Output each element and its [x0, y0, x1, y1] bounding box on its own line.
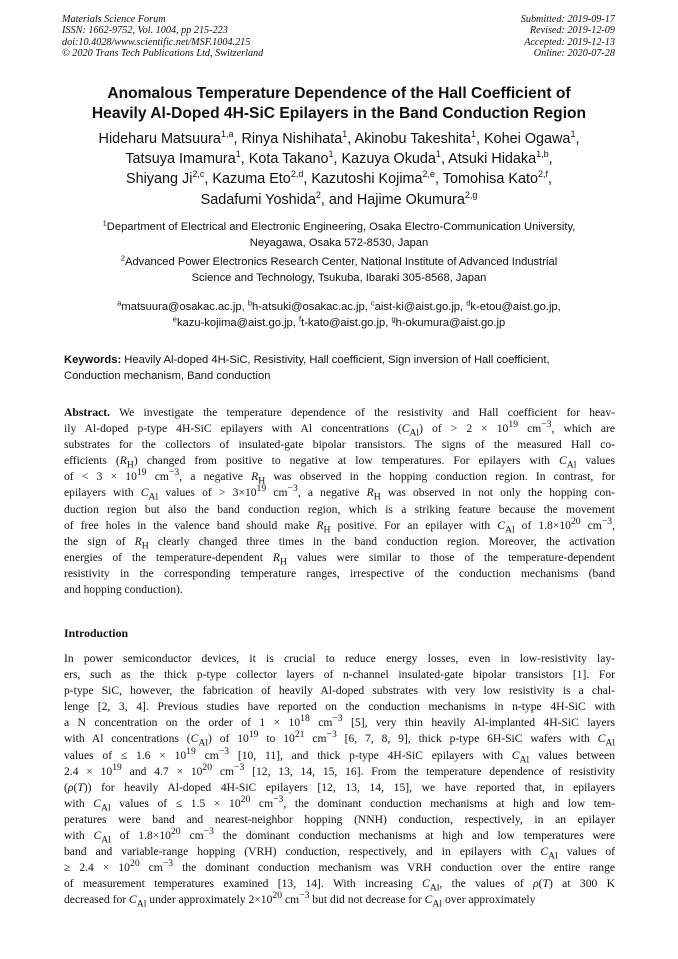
text-segment: ( — [538, 877, 543, 891]
text-segment: and hopping conduction). — [64, 583, 183, 597]
author-line: Shiyang Ji$^{2,c}$, Kazuma Eto$^{2,d}$, Kazutoshi Kojima$^{2,e}$, Tomohisa Kato$^{2,f}$, — [126, 169, 552, 188]
text-segment: Al — [101, 834, 111, 846]
text-segment: , the dominant conduction mechanisms at high and low tem- — [283, 796, 616, 810]
text-segment: , which are — [551, 422, 615, 436]
text-segment: C — [511, 748, 520, 762]
author-name: Kohei Ogawa — [484, 131, 571, 147]
text-segment: energies of the temperature-dependent — [64, 550, 273, 564]
text-line — [64, 876, 615, 892]
author-name: Hideharu Matsuura — [98, 131, 221, 147]
email-address: matsuura@osakac.ac.jp, — [121, 301, 248, 313]
text-segment: H — [323, 523, 331, 535]
text-segment: duction region but also the band conduction region, which is a striking feature because the movement — [64, 502, 615, 516]
affiliation-marker: 1 — [102, 218, 107, 228]
text-segment: ) of > 2 × 10 — [419, 422, 509, 436]
text-segment: with — [64, 829, 94, 843]
text-segment: [10, 11], and thick p-type 4H-SiC epilayers with — [229, 748, 512, 762]
text-line — [64, 566, 615, 582]
text-segment: C — [190, 732, 199, 746]
text-segment: , a negative — [297, 486, 367, 500]
email-address: aist-ki@aist.go.jp, — [374, 301, 467, 313]
text-segment: cm — [195, 748, 219, 762]
author-name: Sadafumi Yoshida — [200, 191, 316, 208]
text-segment: resistivity in the corresponding temperature ranges, irrespective of the conduction mechanisms (band — [64, 566, 615, 580]
text-segment: epilayers with — [64, 486, 141, 500]
text-segment: 20 — [240, 793, 251, 805]
text-line — [64, 651, 615, 667]
email-address: t-kato@aist.go.jp, — [301, 317, 392, 330]
text-segment: C — [140, 486, 149, 500]
text-segment: C — [421, 877, 430, 891]
email-line — [40, 299, 638, 315]
text-segment: ) at 300 K — [548, 877, 615, 891]
text-segment: Al — [409, 427, 420, 439]
author-name: Rinya Nishihata — [241, 131, 343, 147]
text-line — [64, 780, 615, 796]
text-segment: R — [119, 454, 127, 468]
text-segment: [5], very thin heavily Al-implanted 4H-SiC layers — [342, 716, 615, 730]
email-marker: a — [117, 298, 122, 308]
text-segment: values of ≤ 1.5 × 10 — [110, 796, 241, 810]
text-segment: was observed in the hopping conduction region. In contrast, for — [265, 470, 615, 484]
text-segment: 19 — [136, 467, 147, 479]
text-segment: 20 — [170, 826, 181, 838]
text-segment: values between — [529, 748, 615, 762]
text-segment: cm — [304, 732, 327, 746]
text-segment: −3 — [326, 729, 337, 741]
text-segment: C — [558, 454, 567, 468]
text-segment: ρ — [67, 780, 74, 794]
email-address: h-atsuki@osakac.ac.jp, — [251, 301, 371, 313]
text-segment: Al — [136, 898, 147, 910]
text-segment: of < 3 × 10 — [64, 470, 137, 484]
submitted-date: Submitted: 2019-09-17 — [520, 14, 615, 25]
abstract — [64, 405, 615, 598]
text-segment: , — [612, 518, 615, 532]
text-segment: the dominant conduction mechanisms at high and low temperatures were — [213, 829, 615, 843]
text-segment: under approximately 2×10 — [146, 893, 273, 907]
text-segment: −3 — [218, 745, 230, 757]
text-segment: peratures were band and nearest-neighbor hopping (NNH) conduction, respectively, in an epilayer — [64, 812, 615, 826]
text-line — [64, 793, 616, 814]
text-segment: [6, 7, 8, 9], thick p-type 6H-SiC wafers with — [336, 732, 598, 746]
text-segment: R — [366, 486, 374, 500]
text-segment: was observed in not only the hopping con- — [380, 486, 616, 500]
title-line: Heavily Al-Doped 4H-SiC Epilayers in the Band Conduction Region — [91, 105, 587, 122]
affiliation-line: Science and Technology, Tsukuba, Ibaraki 305-8568, Japan — [191, 272, 487, 285]
text-segment: ers, such as the thick p-type collector layers of n-channel insulated-gate bipolar transistors [1]. For — [64, 668, 615, 682]
text-segment: 19 — [248, 729, 259, 741]
text-segment: and 4.7 × 10 — [121, 764, 203, 778]
text-segment: H — [373, 491, 381, 503]
affiliation-marker: 2 — [120, 253, 125, 263]
text-segment: Al — [198, 737, 208, 749]
text-segment: −3 — [332, 713, 343, 725]
text-segment: ( — [73, 780, 78, 794]
author-affiliation-marker: 1 — [328, 149, 334, 160]
text-segment: C — [497, 518, 505, 532]
text-segment: of free holes in the valence band should make — [64, 518, 317, 532]
keywords-text: Heavily Al-doped 4H-SiC, Resistivity, Hall coefficient, Sign inversion of Hall coefficient, — [121, 354, 550, 366]
affiliation-2 — [40, 254, 638, 286]
text-line — [64, 534, 615, 550]
text-segment: 2.4 × 10 — [64, 764, 113, 778]
text-segment: C — [93, 796, 101, 810]
text-segment: ≥ 2.4 × 10 — [64, 861, 130, 875]
author-name: Tatsuya Imamura — [125, 151, 236, 168]
text-segment: C — [540, 845, 549, 859]
doi-line: doi:10.4028/www.scientific.net/MSF.1004.215 — [62, 36, 251, 48]
text-line — [64, 860, 615, 876]
text-line — [64, 844, 615, 860]
text-line — [64, 892, 615, 908]
text-segment: 19 — [186, 745, 196, 757]
text-line — [64, 683, 615, 699]
text-segment: 20 — [570, 515, 581, 527]
text-segment: ( — [64, 780, 68, 794]
text-segment: substrates for the collectors of insulated-gate bipolar transistors. The signs of the measured Hall co- — [64, 438, 615, 452]
author-affiliation-marker: 1,b — [536, 149, 549, 160]
text-segment: but did not decrease for — [309, 893, 425, 907]
text-segment: cm — [580, 518, 602, 532]
text-segment: cm — [250, 796, 274, 810]
submission-dates — [521, 14, 615, 60]
email-address: k-etou@aist.go.jp, — [470, 301, 561, 313]
text-segment: Al — [566, 459, 577, 471]
text-segment: We investigate the temperature dependence of the resistivity and Hall coefficient for heav- — [110, 406, 615, 419]
author-name: Kota Takano — [248, 151, 329, 168]
text-line — [64, 453, 615, 469]
author-line: Tatsuya Imamura$^1$, Kota Takano$^1$, Kazuya Okuda$^1$, Atsuki Hidaka$^{1,b}$, — [125, 149, 553, 168]
text-segment: 20 — [129, 858, 140, 870]
copyright-line: © 2020 Trans Tech Publications Ltd, Switzerland — [62, 48, 264, 60]
text-segment: of 1.8×10 — [514, 518, 571, 532]
text-segment: of 1.8×10 — [110, 829, 171, 843]
text-segment: clearly changed three times in the band conduction region. Moreover, the activation — [148, 534, 615, 548]
text-segment: values of ≤ 1.6 × 10 — [64, 748, 187, 762]
author-name: Kazutoshi Kojima — [311, 171, 423, 188]
email-marker: b — [247, 298, 252, 308]
email-address: h-okumura@aist.go.jp — [395, 317, 506, 330]
keywords-label: Keywords: — [64, 354, 122, 366]
email-list — [40, 299, 638, 331]
affiliation-line: Advanced Power Electronics Research Center, National Institute of Advanced Industrial — [124, 256, 558, 268]
author-name: Tomohisa Kato — [442, 171, 538, 188]
author-affiliation-marker: 2,c — [192, 169, 205, 180]
accepted-date: Accepted: 2019-12-13 — [524, 36, 615, 48]
text-segment: 19 — [508, 419, 519, 431]
author-affiliation-marker: 1 — [435, 149, 441, 160]
text-segment: ρ — [533, 877, 539, 891]
author-affiliation-marker: 1 — [342, 129, 348, 140]
text-segment: H — [258, 475, 266, 487]
text-segment: C — [93, 829, 102, 843]
author-name: Kazuya Okuda — [341, 151, 436, 168]
text-segment: efficients ( — [64, 454, 120, 468]
email-marker: g — [391, 314, 396, 324]
text-segment: band and variable-range hopping (VRH) conduction, respectively, and in epilayers with — [64, 845, 541, 859]
text-segment: cm — [146, 470, 169, 484]
author-name: Atsuki Hidaka — [448, 151, 537, 168]
text-segment: C — [401, 422, 410, 436]
text-line — [64, 405, 615, 421]
journal-info — [62, 14, 263, 60]
text-segment: the sign of — [64, 534, 135, 548]
section-heading-introduction: Introduction — [64, 626, 129, 640]
author-affiliation-marker: 2,g — [464, 189, 478, 200]
text-segment: 20 — [202, 761, 213, 773]
text-segment: cm — [309, 716, 333, 730]
text-segment: −3 — [234, 761, 245, 773]
text-segment: cm — [518, 422, 542, 436]
text-segment: H — [279, 556, 287, 568]
text-segment: Al — [519, 753, 530, 765]
text-segment: R — [251, 470, 259, 484]
text-segment: values of — [557, 845, 615, 859]
text-segment: −3 — [203, 826, 214, 838]
text-segment: In power semiconductor devices, it is crucial to reduce energy losses, even in low-resistivity lay- — [64, 652, 615, 665]
text-segment: values — [576, 454, 615, 468]
abstract-label: Abstract. — [64, 406, 111, 419]
text-line — [64, 502, 615, 518]
affiliation-line: Department of Electrical and Electronic Engineering, Osaka Electro-Communication University, — [106, 221, 576, 233]
author-name: and Hajime Okumura — [328, 191, 465, 208]
text-segment: −3 — [299, 890, 310, 902]
text-segment: lenge [2, 3, 4]. Previous studies have reported on the conduction mechanisms in n-type 4H-SiC with — [64, 700, 615, 714]
text-segment: −3 — [162, 858, 174, 870]
text-segment: Al — [429, 882, 440, 894]
email-marker: e — [172, 314, 177, 324]
text-segment: [12, 13, 14, 15, 16]. From the temperature dependence of resistivity — [244, 764, 615, 778]
text-segment: p-type SiC, however, the fabrication of heavily Al-doped substrates with very low resistivity is a chal- — [64, 684, 615, 698]
text-segment: Al — [432, 898, 443, 910]
text-segment: the dominant conduction mechanism was VRH conduction over the entire range — [173, 861, 616, 875]
text-segment: T — [77, 780, 84, 794]
author-affiliation-marker: 1 — [471, 129, 477, 140]
text-segment: ) of 10 — [208, 732, 249, 746]
text-segment: values were similar to those of the temperature-dependent — [286, 550, 615, 564]
author-affiliation-marker: 1,a — [220, 129, 234, 140]
keywords — [64, 352, 616, 384]
text-segment: Al — [605, 737, 615, 749]
text-segment: R — [134, 534, 142, 548]
text-segment: R — [316, 518, 324, 532]
revised-date: Revised: 2019-12-09 — [529, 25, 615, 37]
text-segment: R — [272, 550, 280, 564]
author-name: Akinobu Takeshita — [354, 131, 472, 147]
online-date: Online: 2020-07-28 — [533, 48, 615, 60]
text-segment: 19 — [112, 761, 122, 773]
email-marker: d — [466, 298, 471, 308]
text-line — [64, 761, 615, 780]
text-line — [64, 550, 615, 566]
author-name: Shiyang Ji — [126, 171, 193, 188]
text-segment: ) changed from positive to negative at low temperatures. For epilayers with — [133, 454, 559, 468]
author-affiliation-marker: 1 — [570, 129, 576, 140]
text-segment: −3 — [168, 467, 180, 479]
text-segment: cm — [266, 486, 288, 500]
text-segment: 21 — [294, 729, 305, 741]
text-segment: 19 — [256, 483, 267, 495]
email-marker: f — [299, 314, 302, 324]
keywords-text: Conduction mechanism, Band conduction — [64, 370, 271, 382]
affiliation-line: Neyagawa, Osaka 572-8530, Japan — [249, 237, 429, 250]
author-affiliation-marker: 1 — [235, 149, 241, 160]
text-segment: values of > 3×10 — [158, 486, 257, 500]
text-segment: Al — [148, 491, 159, 503]
author-affiliation-marker: 2,f — [537, 169, 548, 180]
journal-name: Materials Science Forum — [62, 14, 166, 25]
text-segment: , the values of — [439, 877, 534, 891]
text-segment: positive. For an epilayer with — [330, 518, 498, 532]
text-segment: of measurement temperatures examined [13, 14]. With increasing — [64, 877, 422, 891]
email-line — [40, 315, 638, 331]
text-segment: −3 — [541, 419, 552, 431]
text-segment: cm — [139, 861, 163, 875]
text-segment: cm — [212, 764, 235, 778]
text-segment: decreased for — [64, 893, 130, 907]
text-line — [64, 421, 615, 437]
text-line — [64, 745, 615, 765]
text-segment: a N concentration on the order of 1 × 10 — [64, 716, 301, 730]
paper-title — [40, 84, 638, 124]
text-segment: −3 — [273, 793, 284, 805]
text-segment: Al — [548, 850, 558, 862]
text-segment: over approximately — [442, 893, 536, 907]
text-segment: −3 — [601, 515, 613, 527]
text-segment: H — [126, 459, 134, 471]
email-address: kazu-kojima@aist.go.jp, — [176, 317, 299, 330]
text-segment: Al — [100, 802, 111, 814]
email-marker: c — [370, 298, 375, 308]
text-line — [64, 828, 615, 844]
text-segment: cm — [282, 893, 300, 907]
author-affiliation-marker: 2,d — [290, 169, 304, 180]
text-segment: Al — [504, 523, 515, 535]
text-line — [64, 715, 615, 731]
author-list — [30, 129, 648, 210]
text-segment: H — [141, 540, 149, 552]
introduction-text — [64, 651, 615, 909]
text-line — [64, 469, 615, 485]
text-line — [64, 437, 615, 453]
author-name: Kazuma Eto — [212, 171, 291, 188]
text-segment: T — [542, 877, 549, 891]
text-segment: ily Al-doped p-type 4H-SiC epilayers with Al concentrations ( — [64, 422, 402, 436]
text-segment: with — [64, 796, 94, 810]
text-segment: cm — [180, 829, 204, 843]
affiliation-1 — [40, 219, 638, 251]
text-line — [64, 812, 615, 828]
text-segment: C — [424, 893, 433, 907]
text-line — [64, 485, 615, 501]
text-segment: with Al concentrations ( — [64, 732, 191, 746]
text-segment: −3 — [287, 483, 298, 495]
title-line: Anomalous Temperature Dependence of the Hall Coefficient of — [107, 85, 571, 102]
text-segment: C — [129, 893, 137, 907]
text-segment: C — [597, 732, 606, 746]
text-line — [64, 667, 615, 683]
text-segment: 20 — [272, 890, 283, 902]
author-affiliation-marker: 2,e — [422, 169, 436, 180]
text-line — [64, 515, 615, 535]
text-segment: , a negative — [179, 470, 252, 484]
author-line: Hideharu Matsuura$^{1,a}$, Rinya Nishihata$^1$, Akinobu Takeshita$^1$, Kohei Ogawa$^1$, — [98, 129, 580, 147]
text-segment: to 10 — [258, 732, 295, 746]
text-segment: )) for heavily Al-doped 4H-SiC epilayers [12, 13, 14, 15], we have reported that, in epilayers — [83, 780, 615, 794]
author-affiliation-marker: 2 — [315, 189, 321, 200]
text-line — [64, 731, 615, 747]
issn-line: ISSN: 1662-9752, Vol. 1004, pp 215-223 — [62, 25, 228, 37]
text-segment: 18 — [300, 713, 310, 725]
author-line: Sadafumi Yoshida$^2$, and Hajime Okumura$^{2,g}$ — [200, 189, 478, 208]
text-line — [64, 582, 615, 598]
